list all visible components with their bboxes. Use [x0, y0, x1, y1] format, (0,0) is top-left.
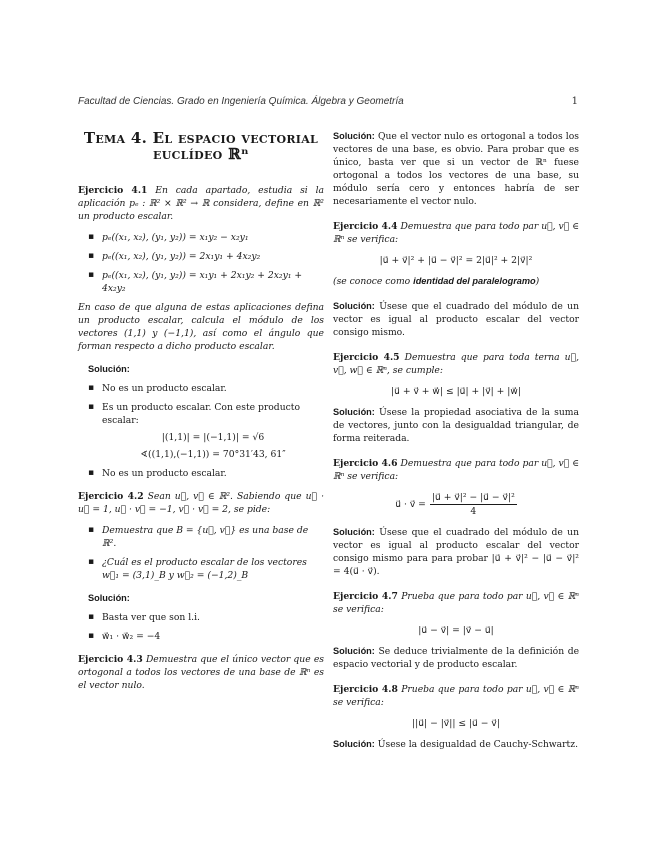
solution-label: Solución:: [333, 407, 375, 417]
exercise-text: Sean u⃗, v⃗ ∈ ℝ². Sabiendo que u⃗ · u⃗ = 1, u⃗ · v⃗ = −1, v⃗ · v⃗ = 2, se pide:: [78, 491, 325, 515]
list-item: ▪ pₑ((x₁, x₂), (y₁, y₂)) = x₁y₁ + 2x₁y₂ + 2x₂y₁ + 4x₂y₂: [102, 269, 324, 295]
equation: [333, 491, 579, 518]
solution-4-6: [333, 526, 579, 578]
solution-label: Solución:: [333, 131, 375, 141]
exercise-text: Prueba que para todo par u⃗, v⃗ ∈ ℝⁿ se verifica:: [333, 591, 580, 615]
page-header: [78, 96, 578, 107]
list-item: ▪ No es un producto escalar.: [102, 382, 324, 395]
exercise-4-7: [333, 590, 579, 616]
solution-4-4: [333, 300, 579, 339]
exercise-heading: Ejercicio 4.6: [333, 458, 398, 469]
fraction: [430, 491, 517, 518]
list-item: ▪ pₑ((x₁, x₂), (y₁, y₂)) = 2x₁y₁ + 4x₂y₂: [102, 250, 324, 263]
list-item: ▪ Basta ver que son l.i.: [102, 611, 324, 624]
solution-label: Solución:: [333, 301, 375, 311]
exercise-4-1: [78, 184, 324, 223]
solution-label: Solución:: [88, 364, 130, 374]
equation-lhs: u⃗ · v⃗ =: [395, 499, 426, 510]
page-number: 1: [571, 96, 578, 107]
solution-label: Solución:: [333, 527, 375, 537]
list-item: ▪ pₑ((x₁, x₂), (y₁, y₂)) = x₁y₂ − x₂y₁: [102, 231, 324, 244]
right-column: [333, 130, 579, 751]
exercise-text: Demuestra que para todo par u⃗, v⃗ ∈ ℝⁿ se verifica:: [333, 221, 579, 245]
list-item: ▪ ¿Cuál es el producto escalar de los vectores w⃗₁ = (3,1)_B y w⃗₂ = (−1,2)_B: [102, 556, 324, 582]
exercise-4-3: [78, 653, 324, 692]
solution-text: Úsese que el cuadrado del módulo de un vector es igual al producto escalar del vector consigo mismo para para probar |u⃗ + v⃗|² − |u⃗ − v⃗|² = 4(u⃗ · v⃗).: [333, 527, 579, 577]
solution-text: Úsese la desigualdad de Cauchy-Schwartz.: [377, 739, 578, 750]
exercise-4-6: [333, 457, 579, 483]
exercise-4-1-list: [78, 231, 324, 295]
solution-4-1-list: [78, 382, 324, 480]
running-title: Facultad de Ciencias. Grado en Ingeniería Química. Álgebra y Geometría: [78, 96, 404, 107]
equation: |u⃗ + v⃗ + w⃗| ≤ |u⃗| + |v⃗| + |w⃗|: [390, 386, 521, 397]
exercise-text: Demuestra que para todo par u⃗, v⃗ ∈ ℝⁿ se verifica:: [333, 458, 579, 482]
solution-text: Úsese que el cuadrado del módulo de un vector es igual al producto escalar del vector consigo mismo.: [333, 301, 579, 338]
exercise-4-8: [333, 683, 579, 709]
exercise-text: Prueba que para todo par u⃗, v⃗ ∈ ℝⁿ se verifica:: [333, 684, 580, 708]
fraction-denominator: 4: [470, 506, 477, 517]
equation: ||u⃗| − |v⃗|| ≤ |u⃗ − v⃗|: [412, 718, 500, 729]
solution-text: Es un producto escalar. Con este producto escalar:: [102, 402, 300, 426]
exercise-4-5: [333, 351, 579, 377]
equation: |(1,1)| = |(−1,1)| = √6: [161, 432, 265, 443]
solution-label: Solución:: [88, 593, 130, 603]
exercise-note: [333, 275, 579, 288]
solution-label: Solución:: [333, 646, 375, 656]
exercise-heading: Ejercicio 4.1: [78, 185, 148, 196]
note-text: (se conoce como: [333, 276, 411, 287]
left-column: [78, 130, 324, 700]
exercise-4-2-list: [78, 524, 324, 582]
exercise-heading: Ejercicio 4.4: [333, 221, 398, 232]
exercise-heading: Ejercicio 4.5: [333, 352, 400, 363]
solution-text: Se deduce trivialmente de la definición de espacio vectorial y de producto escalar.: [333, 646, 580, 670]
exercise-text: En cada apartado, estudia si la aplicación pₑ : ℝ² × ℝ² → ℝ considera, define en ℝ² un producto escalar.: [78, 185, 324, 222]
exercise-4-2: [78, 490, 324, 516]
list-item: ▪ No es un producto escalar.: [102, 467, 324, 480]
exercise-heading: Ejercicio 4.3: [78, 654, 143, 665]
equation: |u⃗ − v⃗| = |v⃗ − u⃗|: [418, 625, 494, 636]
equation: |u⃗ + v⃗|² + |u⃗ − v⃗|² = 2|u⃗|² + 2|v⃗|²: [379, 255, 533, 266]
equation: ∢((1,1),(−1,1)) = 70°31′43, 61″: [140, 449, 286, 460]
solution-4-8: [333, 738, 579, 751]
exercise-heading: Ejercicio 4.7: [333, 591, 398, 602]
solution-label: Solución:: [333, 739, 375, 749]
exercise-text: Demuestra que el único vector que es ortogonal a todos los vectores de una base de ℝⁿ es el vector nulo.: [78, 654, 324, 691]
note-text: ): [535, 276, 540, 287]
solution-4-7: [333, 645, 579, 671]
exercise-text: Demuestra que para toda terna u⃗, v⃗, w⃗ ∈ ℝⁿ, se cumple:: [333, 352, 580, 376]
list-item: ▪ Demuestra que B = {u⃗, v⃗} es una base de ℝ².: [102, 524, 324, 550]
solution-4-2-list: [78, 611, 324, 643]
fraction-numerator: |u⃗ + v⃗|² − |u⃗ − v⃗|²: [431, 492, 515, 503]
chapter-title: Tema 4. El espacio vectorial euclídeo ℝⁿ: [83, 129, 319, 163]
list-item: [102, 401, 324, 461]
solution-text: Úsese la propiedad asociativa de la suma de vectores, junto con la desigualdad triangular, de forma reiterada.: [333, 407, 579, 444]
solution-text: Que el vector nulo es ortogonal a todos los vectores de una base, es obvio. Para probar que es único, basta ver que si un vector de ℝⁿ fuese ortogonal a todos los vectores de una base, su módulo sería cero y entonces habría de ser necesariamente el vector nulo.: [333, 131, 579, 207]
solution-4-5: [333, 406, 579, 445]
solution-4-3: [333, 130, 579, 208]
exercise-heading: Ejercicio 4.2: [78, 491, 144, 502]
list-item: ▪ w⃗₁ · w⃗₂ = −4: [102, 630, 324, 643]
note-bold: identidad del paralelogramo: [413, 276, 536, 286]
exercise-text: En caso de que alguna de estas aplicaciones defina un producto escalar, calcula el módulo de los vectores (1,1) y (−1,1), así como el ángulo que forman respecto a dicho producto escalar.: [78, 302, 324, 352]
exercise-heading: Ejercicio 4.8: [333, 684, 398, 695]
exercise-4-4: [333, 220, 579, 246]
